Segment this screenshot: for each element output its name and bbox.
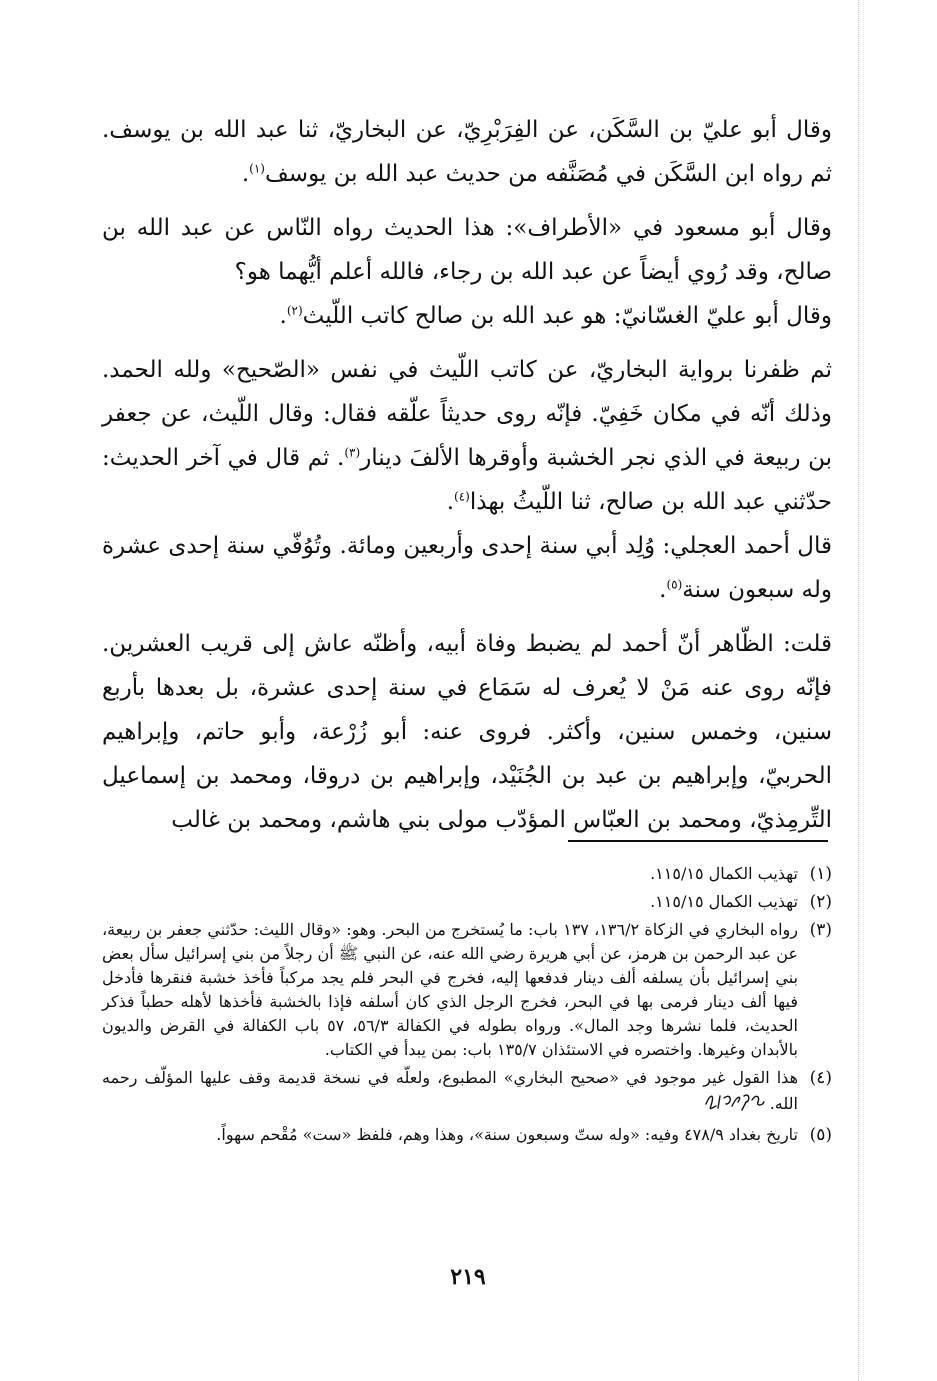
footnote-ref-1[interactable]: (١) [249,161,265,176]
footnote-text: تهذيب الكمال ١١٥/١٥. [650,892,798,911]
footnote-5 [102,1123,832,1147]
handwritten-annotation-icon [702,1090,766,1112]
footnote-ref-5[interactable]: (٥) [666,577,683,592]
page-number: ٢١٩ [450,1264,486,1290]
margin-dotted-line [858,0,859,1381]
paragraph-5: قال أحمد العجلي: وُلِد أبي سنة إحدى وأربعين ومائة. وتُوُفّي سنة إحدى عشرة وله سبعون سنة$^{(٥)}$. [102,533,832,603]
footnote-separator [568,840,828,842]
main-text [102,108,832,842]
footnote-number: (٤) [809,1068,832,1088]
paragraph-2: وقال أبو مسعود في «الأطراف»: هذا الحديث رواه النّاس عن عبد الله بن صالح، وقد رُوي أيضاً عن عبد الله بن رجاء، فالله أعلم أيُّهما هو؟ [102,215,832,285]
footnote-ref-4[interactable]: (٤) [454,489,470,504]
paragraph-4: ثم ظفرنا برواية البخاريّ، عن كاتب اللّيث في نفس «الصّحيح» ولله الحمد. وذلك أنّه في مكان خَفِيّ. فإنّه روى حديثاً علّقه فقال: وقال اللّيث، عن جعفر بن ربيعة في الذي نجر الخشبة وأوقرها الألفَ دينار$^{(٣)}$. ثم قال في آخر الحديث: حدّثني عبد الله بن صالح، ثنا اللّيثُ بهذا$^{(٤)}$. [102,357,832,515]
footnotes [102,862,832,1151]
footnote-2 [102,890,832,914]
paragraph-3: وقال أبو عليّ الغسّانيّ: هو عبد الله بن صالح كاتب اللّيث$^{(٢)}$. [279,303,832,329]
paragraph-1: وقال أبو عليّ بن السَّكَن، عن الفِرَبْرِيّ، عن البخاريّ، ثنا عبد الله بن يوسف. ثم رواه ابن السَّكَن في مُصَنَّفه من حديث عبد الله بن يوسف$^{(١)}$. [102,117,832,187]
footnote-4 [102,1066,832,1119]
footnote-ref-2[interactable]: (٢) [286,303,303,318]
handwritten-annotation [702,1090,766,1119]
footnote-number: (٥) [809,1125,832,1145]
footnote-text: رواه البخاري في الزكاة ١٣٦/٢، ١٣٧ باب: ما يُستخرج من البحر. وهو: «وقال الليث: حدّثني جعفر بن ربيعة، عن عبد الرحمن بن هرمز، عن أبي هريرة رضي الله عنه، عن النبي ﷺ أن رجلاً من بني إسرائيل سأل بعض بني إسرائيل بأن يسلفه ألف دينار فدفعها إليه، فخرج في البحر فلم يجد مركباً فأخذ خشبة فنقرها فأدخل فيها ألف دينار فرمى بها في البحر، فخرج الرجل الذي كان أسلفه فإذا بالخشبة فأخذها لأهله حطباً فذكر الحديث، فلما نشرها وجد المال». ورواه بطوله في الكفالة ٥٦/٣، ٥٧ باب الكفالة في القرض والديون بالأبدان وغيرها. واختصره في الاستئذان ١٣٥/٧ باب: بمن يبدأ في الكتاب. [102,920,799,1059]
footnote-number: (٣) [809,920,832,940]
footnote-text: تاريخ بغداد ٤٧٨/٩ وفيه: «وله ستّ وسبعون سنة»، وهذا وهم، فلفظ «ست» مُقْحم سهواً. [216,1125,798,1144]
footnote-number: (١) [809,864,832,884]
footnote-1 [102,862,832,886]
footnote-number: (٢) [809,892,832,912]
footnote-3 [102,918,832,1062]
paragraph-6: قلت: الظّاهر أنّ أحمد لم يضبط وفاة أبيه، وأظنّه عاش إلى قريب العشرين. فإنّه روى عنه مَنْ لا يُعرف له سَمَاع في سنة إحدى عشرة، بل بعدها بأربع سنين، وخمس سنين، وأكثر. فروى عنه: أبو زُرْعة، وأبو حاتم، وإبراهيم الحربيّ، وإبراهيم بن عبد بن الجُنَيْد، وإبراهيم بن دروقا، ومحمد بن إسماعيل التِّرمِذيّ، ومحمد بن العبّاس المؤدّب مولى بني هاشم، ومحمد بن غالب [102,631,832,833]
footnote-ref-3[interactable]: (٣) [344,445,361,460]
footnote-text: هذا القول غير موجود في «صحيح البخاري» المطبوع، ولعلّه في نسخة قديمة وقف عليها المؤلّف رحمه الله. [102,1068,798,1113]
footnote-text: تهذيب الكمال ١١٥/١٥. [650,864,798,883]
